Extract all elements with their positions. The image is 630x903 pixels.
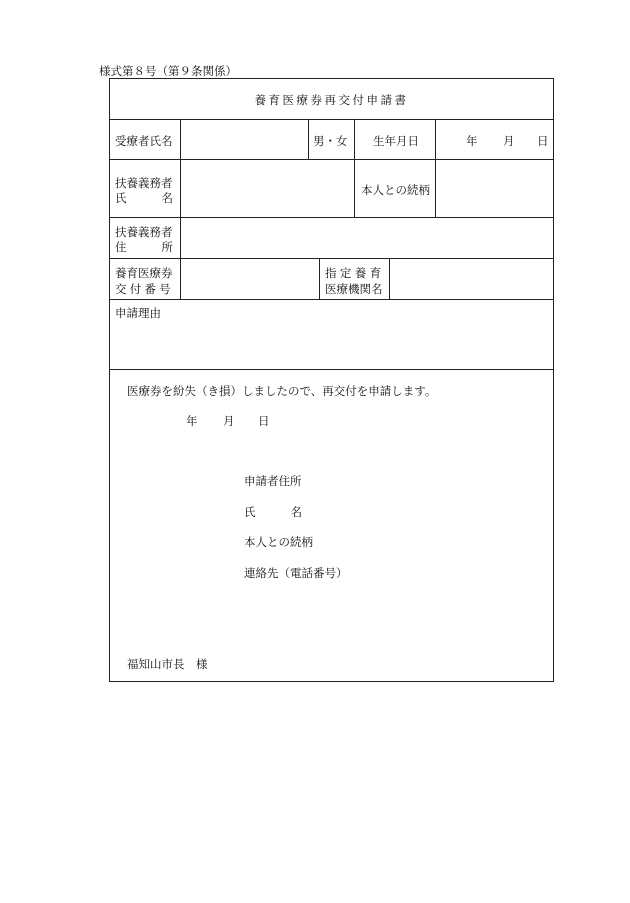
birth-year-unit: 年 bbox=[466, 134, 478, 148]
ticket-number-field[interactable] bbox=[182, 260, 317, 297]
reason-field[interactable] bbox=[111, 322, 551, 367]
cell-divider bbox=[180, 159, 181, 218]
row-line bbox=[109, 258, 554, 259]
label-char: 氏 bbox=[244, 505, 256, 519]
date-month-unit: 月 bbox=[223, 414, 235, 428]
birth-month-unit: 月 bbox=[503, 134, 515, 148]
cell-divider bbox=[180, 217, 181, 259]
row-line bbox=[109, 119, 554, 120]
relationship-label: 本人との続柄 bbox=[361, 183, 430, 197]
statement-text: 医療券を紛失（き損）しましたので、再交付を申請します。 bbox=[127, 384, 437, 398]
addressee: 福知山市長 様 bbox=[127, 657, 208, 671]
birth-day-unit: 日 bbox=[537, 134, 549, 148]
frame-top bbox=[109, 78, 554, 79]
applicant-name-label bbox=[244, 504, 302, 520]
institution-field[interactable] bbox=[391, 260, 551, 297]
institution-label-line1: 指定養育 bbox=[325, 266, 385, 280]
label-char: 所 bbox=[161, 240, 173, 254]
institution-label-line2: 医療機関名 bbox=[325, 282, 383, 296]
applicant-relationship-label: 本人との続柄 bbox=[244, 535, 313, 549]
label-text: 養育医療券 bbox=[115, 266, 173, 280]
row-line bbox=[109, 217, 554, 218]
guardian-address-field[interactable] bbox=[182, 219, 551, 256]
label-char: 名 bbox=[161, 191, 173, 205]
frame-right bbox=[553, 78, 554, 682]
label-char: 名 bbox=[290, 505, 302, 519]
ticket-number-label-line1 bbox=[115, 265, 173, 281]
form-number: 様式第８号（第９条関係） bbox=[99, 64, 237, 78]
guardian-address-label-line2 bbox=[115, 239, 173, 255]
row-line bbox=[109, 299, 554, 300]
cell-divider bbox=[354, 119, 355, 160]
frame-left bbox=[109, 78, 110, 682]
reason-label: 申請理由 bbox=[115, 306, 161, 320]
cell-divider bbox=[180, 258, 181, 300]
applicant-contact-label: 連絡先（電話番号） bbox=[244, 566, 348, 580]
gender-option[interactable]: 男・女 bbox=[313, 134, 348, 148]
frame-bottom bbox=[109, 681, 554, 682]
ticket-number-label-line2: 交付番号 bbox=[115, 282, 174, 296]
applicant-address-label: 申請者住所 bbox=[244, 474, 302, 488]
guardian-name-label-line1: 扶養義務者 bbox=[115, 176, 173, 190]
birthdate-label: 生年月日 bbox=[373, 134, 419, 148]
cell-divider bbox=[389, 258, 390, 300]
recipient-name-label: 受療者氏名 bbox=[115, 134, 173, 148]
guardian-address-label-line1: 扶養義務者 bbox=[115, 225, 173, 239]
cell-divider bbox=[180, 119, 181, 160]
relationship-field[interactable] bbox=[437, 161, 551, 215]
form-title: 養育医療券再交付申請書 bbox=[254, 93, 409, 107]
row-line bbox=[109, 369, 554, 370]
label-char: 住 bbox=[115, 240, 127, 254]
date-day-unit: 日 bbox=[258, 414, 270, 428]
guardian-name-field[interactable] bbox=[182, 161, 352, 215]
guardian-name-label-line2 bbox=[115, 190, 173, 206]
recipient-name-field[interactable] bbox=[182, 121, 306, 158]
row-line bbox=[109, 159, 554, 160]
date-year-unit: 年 bbox=[186, 414, 198, 428]
cell-divider bbox=[308, 119, 309, 160]
cell-divider bbox=[319, 258, 320, 300]
cell-divider bbox=[435, 119, 436, 160]
cell-divider bbox=[354, 159, 355, 218]
cell-divider bbox=[435, 159, 436, 218]
label-char: 氏 bbox=[115, 191, 127, 205]
